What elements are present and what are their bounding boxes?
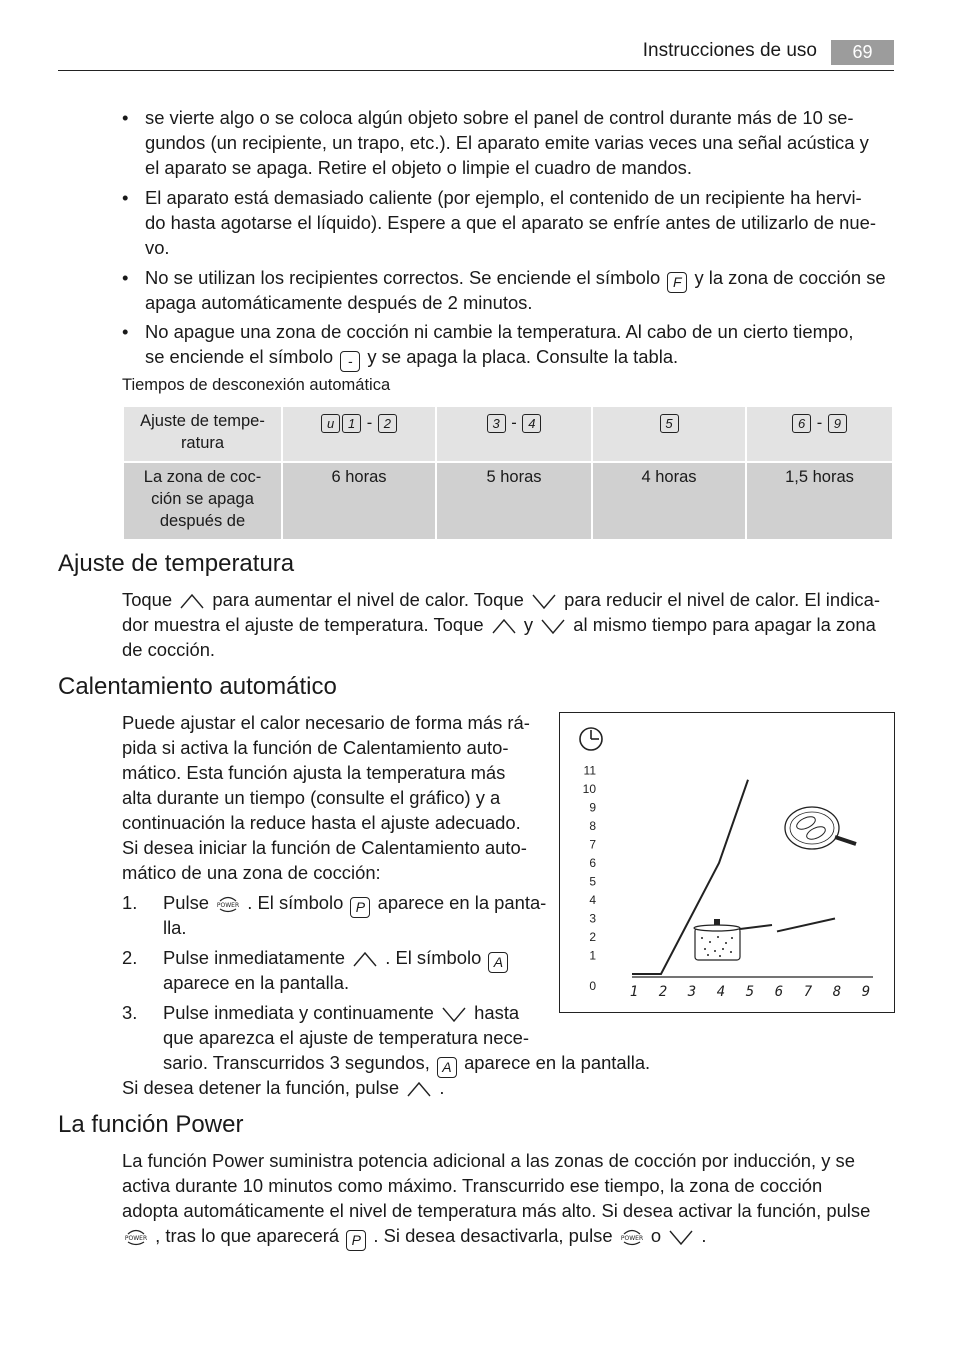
text-line: adopta automáticamente el nivel de temperatura más alto. Si desea activar la función, pulse <box>122 1200 871 1221</box>
table-row-header <box>123 406 282 462</box>
y-tick-label: 6 <box>589 856 596 870</box>
table-row <box>123 462 893 540</box>
text-line: mático. Esta función ajusta la temperatura más <box>122 762 506 783</box>
text: . <box>439 1077 445 1098</box>
section-title-temperature: Ajuste de temperatura <box>58 550 295 577</box>
y-tick-label: 1 <box>589 948 596 963</box>
display-digit: 1 <box>342 414 361 433</box>
bullet-text: apaga automáticamente después de 2 minutos. <box>145 292 533 313</box>
table-row <box>123 406 893 462</box>
step-item <box>0 945 560 995</box>
table-cell <box>746 406 893 462</box>
text: . El símbolo <box>247 892 344 913</box>
x-tick-label: 2 <box>658 984 668 1000</box>
y-tick-label: 11 <box>583 763 596 778</box>
text: Pulse inmediata y continuamente <box>163 1002 434 1023</box>
series-line-2 <box>777 919 835 932</box>
text: para aumentar el nivel de calor. Toque <box>212 589 524 610</box>
table-cell-text: ción se apaga <box>151 490 254 508</box>
auto-heat-intro <box>122 710 552 885</box>
bullet-text: y se apaga la placa. Consulte la tabla. <box>367 346 679 367</box>
pot-icon <box>694 919 772 960</box>
text-line: Puede ajustar el calor necesario de forma más rá- <box>122 712 530 733</box>
table-caption: Tiempos de desconexión automática <box>122 376 391 394</box>
power-icon <box>216 894 240 914</box>
temp-paragraph-line: de cocción. <box>122 639 216 660</box>
text: que aparezca el ajuste de temperatura nece- <box>163 1027 529 1048</box>
text: y <box>523 614 534 635</box>
y-tick-label: 7 <box>589 837 596 852</box>
range-dash: - <box>366 414 373 432</box>
bullet-text: y la zona de cocción se <box>694 267 886 288</box>
text: aparece en la pantalla. <box>163 972 350 993</box>
bullet-text: gundos (un recipiente, un trapo, etc.). El aparato emite varias veces una señal acústica y <box>145 132 869 153</box>
chart-svg <box>560 713 894 1012</box>
y-tick-label: 2 <box>589 930 596 944</box>
power-icon <box>620 1227 644 1247</box>
bullet-text: El aparato está demasiado caliente (por ejemplo, el contenido de un recipiente ha hervi- <box>145 187 862 208</box>
y-tick-label: 3 <box>589 911 596 926</box>
display-digit: 4 <box>522 414 541 433</box>
stop-instruction <box>122 1075 444 1100</box>
chevron-up-icon <box>352 950 378 968</box>
text: aparece en la panta- <box>377 892 547 913</box>
text: , tras lo que aparecerá <box>155 1225 340 1246</box>
text: o <box>650 1225 662 1246</box>
bullet-text: do hasta agotarse el líquido). Espere a que el aparato se enfríe antes de utilizarlo de nue- <box>145 212 876 233</box>
chevron-down-icon <box>531 592 557 610</box>
dash-symbol-icon: - <box>340 351 360 372</box>
section-title-auto-heat: Calentamiento automático <box>58 673 337 700</box>
power-icon-label: POWER <box>620 1235 643 1242</box>
y-tick-label: 5 <box>589 874 596 889</box>
table-cell: 6 horas <box>282 462 436 540</box>
power-paragraph <box>122 1148 870 1251</box>
text: Pulse <box>163 892 210 913</box>
text-line: La función Power suministra potencia adicional a las zonas de cocción por inducción, y se <box>122 1150 855 1171</box>
bullet-text: se vierte algo o se coloca algún objeto sobre el panel de control durante más de 10 se- <box>145 107 854 128</box>
text: Si desea detener la función, pulse <box>122 1077 400 1098</box>
y-tick-label: 9 <box>589 800 596 815</box>
table-cell-text: La zona de coc- <box>143 468 262 486</box>
chevron-down-icon <box>668 1228 694 1246</box>
section-title-power: La función Power <box>58 1111 244 1138</box>
table-cell-text: después de <box>159 512 246 530</box>
table-cell: 5 horas <box>436 462 592 540</box>
table-cell-text: ratura <box>180 434 225 452</box>
text-line: continuación la reduce hasta el ajuste adecuado. <box>122 812 521 833</box>
x-tick-label: 6 <box>774 984 784 1000</box>
frying-pan-icon <box>785 807 856 849</box>
text-line: pida si activa la función de Calentamiento auto- <box>122 737 509 758</box>
range-dash: - <box>816 414 823 432</box>
step-item <box>0 890 560 940</box>
display-digit: 3 <box>487 414 506 433</box>
display-digit: 9 <box>828 414 847 433</box>
bullet-text: se enciende el símbolo <box>145 346 334 367</box>
power-icon-label: POWER <box>217 902 240 909</box>
auto-heat-chart <box>559 712 895 1013</box>
bullet-dot: • <box>122 107 129 128</box>
bullet-item <box>0 105 954 180</box>
y-tick-label: 4 <box>589 893 596 907</box>
y-tick-label: 8 <box>589 819 596 833</box>
chevron-down-icon <box>540 617 566 635</box>
text: dor muestra el ajuste de temperatura. Toque <box>122 614 484 635</box>
header-rule <box>58 70 894 71</box>
x-tick-label: 7 <box>803 984 813 1000</box>
text: Pulse inmediatamente <box>163 947 345 968</box>
table-cell <box>282 406 436 462</box>
a-symbol-icon: A <box>488 952 508 973</box>
auto-off-table <box>122 405 894 541</box>
step-number: 3. <box>122 1002 138 1023</box>
x-tick-label: 5 <box>745 984 755 1000</box>
text: al mismo tiempo para apagar la zona <box>573 614 876 635</box>
text-line: Si desea iniciar la función de Calentamiento auto- <box>122 837 527 858</box>
bullet-item <box>0 185 954 260</box>
f-symbol-icon: F <box>667 272 687 293</box>
header-title: Instrucciones de uso <box>642 40 817 61</box>
p-symbol-icon: P <box>350 897 370 918</box>
power-icon <box>124 1227 148 1247</box>
display-digit: u <box>321 414 340 433</box>
table-cell <box>436 406 592 462</box>
page-number: 69 <box>831 40 894 65</box>
bullet-text: vo. <box>145 237 170 258</box>
display-digit: 6 <box>792 414 811 433</box>
text: . El símbolo <box>385 947 482 968</box>
text: hasta <box>474 1002 520 1023</box>
temp-paragraph-line <box>122 612 876 637</box>
bullet-item <box>0 319 954 369</box>
y-tick-label: 10 <box>582 782 596 796</box>
p-symbol-icon: P <box>346 1230 366 1251</box>
table-cell: 1,5 horas <box>746 462 893 540</box>
text-line: activa durante 10 minutos como máximo. Transcurrido ese tiempo, la zona de cocción <box>122 1175 823 1196</box>
x-tick-label: 9 <box>861 984 871 1000</box>
bullet-dot: • <box>122 267 129 288</box>
chevron-up-icon <box>491 617 517 635</box>
table-cell: 4 horas <box>592 462 746 540</box>
range-dash: - <box>511 414 517 432</box>
text-line: mático de una zona de cocción: <box>122 862 381 883</box>
clock-icon <box>580 728 602 750</box>
chevron-up-icon <box>406 1080 432 1098</box>
y-tick-label: 0 <box>589 979 596 993</box>
display-digit: 2 <box>378 414 397 433</box>
text: . Si desea desactivarla, pulse <box>373 1225 613 1246</box>
chevron-up-icon <box>179 592 205 610</box>
step-number: 2. <box>122 947 138 968</box>
text: para reducir el nivel de calor. El indica- <box>564 589 880 610</box>
x-tick-label: 4 <box>716 984 726 1000</box>
a-symbol-icon: A <box>437 1057 457 1078</box>
table-cell-text: Ajuste de tempe- <box>140 412 265 430</box>
chevron-down-icon <box>441 1005 467 1023</box>
table-row-header <box>123 462 282 540</box>
text: lla. <box>163 917 187 938</box>
text: . <box>701 1225 707 1246</box>
x-tick-label: 1 <box>629 984 639 1000</box>
bullet-text: No se utilizan los recipientes correctos. Se enciende el símbolo <box>145 267 661 288</box>
bullet-dot: • <box>122 321 129 342</box>
bullet-item <box>0 265 954 315</box>
display-digit: 5 <box>660 414 679 433</box>
bullet-dot: • <box>122 187 129 208</box>
x-tick-label: 8 <box>832 984 842 1000</box>
text: sario. Transcurridos 3 segundos, <box>163 1052 430 1073</box>
text: aparece en la pantalla. <box>464 1052 651 1073</box>
step-number: 1. <box>122 892 138 913</box>
temp-paragraph-line <box>122 587 880 612</box>
text-line <box>122 1223 870 1251</box>
x-tick-label: 3 <box>687 984 697 1000</box>
text: Toque <box>122 589 173 610</box>
table-cell <box>592 406 746 462</box>
bullet-text: No apague una zona de cocción ni cambie la temperatura. Al cabo de un cierto tiempo, <box>145 321 854 342</box>
text-line: alta durante un tiempo (consulte el gráfico) y a <box>122 787 501 808</box>
power-icon-label: POWER <box>124 1235 148 1242</box>
bullet-text: el aparato se apaga. Retire el objeto o limpie el cuadro de mandos. <box>145 157 692 178</box>
